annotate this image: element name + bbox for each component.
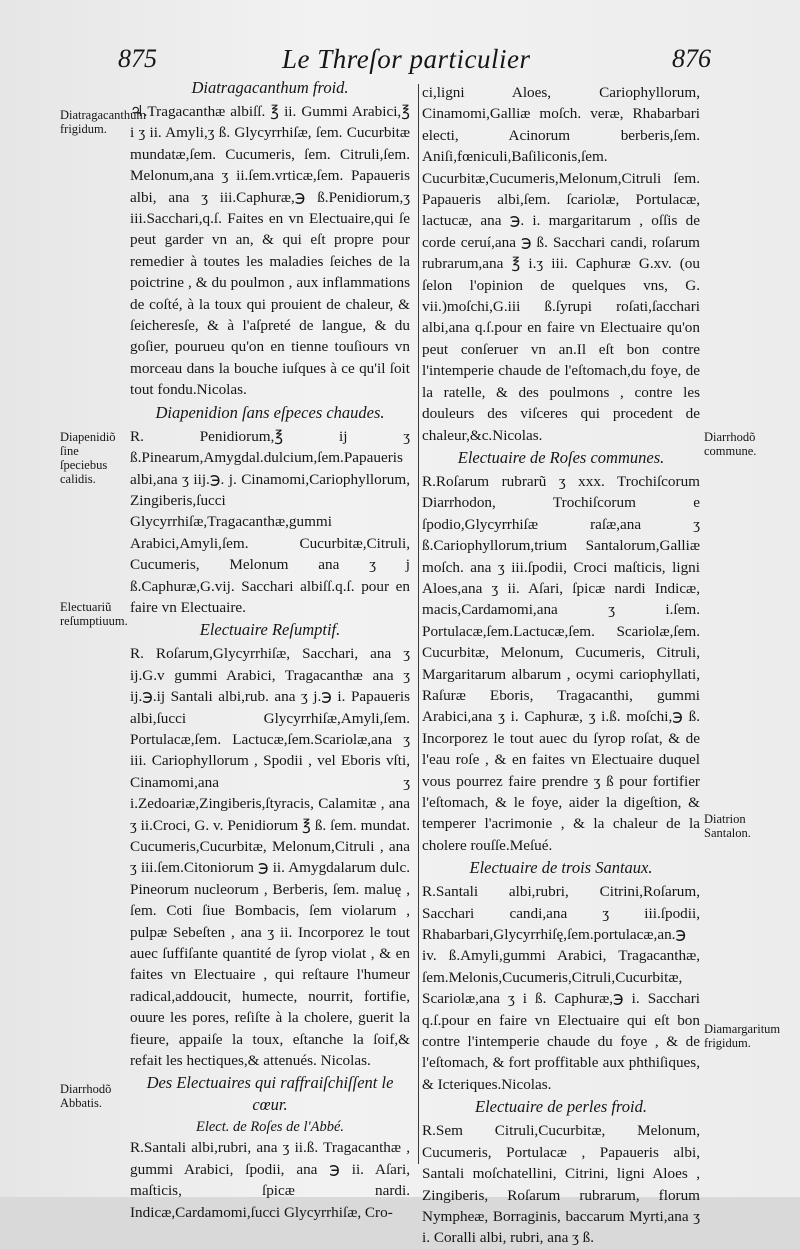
column-divider (418, 84, 419, 1164)
section-heading: Electuaire de trois Santaux. (469, 858, 653, 878)
margin-note-diarrhodon-abbatis: Diarrhodõ Abbatis. (60, 1082, 112, 1110)
section-heading: Des Electuaires qui raffraiſchiſſent le cœur. (146, 1073, 394, 1115)
section-body: R.Santali albi,rubri, Citrini,Roſarum, Sacchari candi,ana ʒ iii.ſpodii, Rhabarbari,Glycyrrhiſę,ſem.portulacæ,an.℈ iv. ß.Amyli,gummi Arabici, Tragacanthæ, ſem.Melonis,Cucumeris,Citruli,Cucurbitæ, Scariolæ,ana ʒ i ß. Caphuræ,℈ i. Sacchari q.ſ.pour en faire vn Electuaire qui eſt bon contre l'intemperie chaude du foye , & de l'eſtomach, & fort proffitable aux phthiſiques, & Icteriques.Nicolas. (422, 883, 700, 1093)
right-column (422, 82, 700, 1249)
section-body: R.Roſarum rubrarũ ʒ xxx. Trochiſcorum Diarrhodon, Trochiſcorum e ſpodio,Glycyrrhiſæ raſæ,ana ʒ ß.Cariophyllorum,trium Santalorum,Galliæ moſch. ana ʒ iii.ſpodii, Croci maſticis, ligni Aloes,ana ʒ ii. Aſari, ſpicæ nardi Indicæ, macis,Cardamomi,ana ʒ i.ſem. Portulacæ,ſem.Lactucæ,ſem. Scariolæ,ſem. Cucurbitæ, Melonum, Cucumeris, Citruli, Margaritarum albarum , ocymi cariophyllati, Raſuræ Eboris, Tragacanthi, gummi Arabici,ana ʒ i. Caphuræ, ʒ i.ß. moſchi,℈ ß. Incorporez le tout auec du ſyrop roſat, & de l'eau roſe , & en faites vn Electuaire duquel vous pourrez faire prendre ʒ ß pour fortifier l'eſtomach, & le foye, aider la digeſtion, & temperer l'acrimonie , & la chaleur de la cholere rouſſe.Meſué. (422, 472, 700, 854)
margin-note-diamargaritum: Diamargaritum frigidum. (704, 1022, 781, 1050)
margin-note-diapenidion: Diapenidiõ ſine ſpeciebus calidis. (60, 430, 116, 486)
section-body: R.Santali albi,rubri, ana ʒ ii.ß. Tragacanthæ , gummi Arabici, ſpodii, ana ℈ ii. Aſari, maſticis, ſpicæ nardi. Indicæ,Cardamomi,ſucci Glycyrrhiſæ, Cro- (130, 1139, 410, 1221)
page-number-left: 875 (118, 44, 157, 73)
margin-note-diatrion-santalon: Diatrion Santalon. (704, 812, 751, 840)
section-body: ci,ligni Aloes, Cariophyllorum, Cinamomi,Galliæ moſch. veræ, Rhabarbari electi, Acinorum berberis,ſem. Aniſi,fœniculi,Baſiliconis,ſem. Cucurbitæ,Cucumeris,Melonum,Citruli ſem. Papaueris albi,ſem. ſcariolæ, Portulacæ, lactucæ, ana ℈. i. margaritarum , oſſis de corde ceruí,ana ℈ ß. Sacchari candi, roſarum rubrarum,ana ℥ i.ʒ iii. Caphuræ G.xv. (ou ſelon l'opinion de quelques vns, G. vii.)moſchi,G.iii ß.ſyrupi roſati,ſacchari albi,ana q.ſ.pour en faire vn Electuaire qu'on peut conſeruer vn an.Il eſt bon contre l'intemperie chaude de l'eſtomach,du foye, de la ratelle, & des poulmons , contre les douleurs des viſceres qui procedent de chaleur,&c.Nicolas. (422, 84, 700, 444)
page-number-right: 876 (672, 44, 711, 73)
margin-note-resumptif: Electuariũ reſumptiuum. (60, 600, 128, 628)
section-heading: Electuaire de Roſes communes. (457, 447, 665, 467)
section-subheading: Elect. de Roſes de l'Abbé. (195, 1119, 345, 1136)
section-heading: Diapenidion ſans eſpeces chaudes. (155, 402, 385, 422)
section-body: R. Roſarum,Glycyrrhiſæ, Sacchari, ana ʒ ij.G.v gummi Arabici, Tragacanthæ ana ʒ ij.℈.ij Santali albi,rub. ana ʒ j.℈ i. Papaueris albi,ſucci Glycyrrhiſæ,Amyli,ſem. Portulacæ,ſem. Lactucæ,ſem.Scariolæ,ana ʒ iii. Cariophyllorum , Spodii , vel Eboris vſti, Cinamomi,ana ʒ i.Zedoariæ,Zingiberis,ſtyracis, Calamitæ , ana ʒ ii.Croci, G. v. Penidiorum ℥ ß. ſem. mundat. Cucumeris,Cucurbitæ, Melonum,Citruli , ana ʒ iii.ſem.Citoniorum ℈ ii. Amygdalarum dulc. Pineorum nucleorum , Berberis, ſem. maluę , ſem. Coti ſiue Bombacis, ſem violarum , pulpæ Sebeſten , ana ʒ ii. Incorporez le tout auec ſuffiſante quantité de ſyrop violat , & en faites vn Electuaire , qui reſtaure l'humeur radical,addoucit, humecte, nourrit, fortifie, ouure les pores, reſiſte à la cholere, guerit la fieure, appaiſe la toux, eſtanche la ſoif,& refait les hectiques,& attenués. Nicolas. (130, 645, 410, 1070)
section-heading: Electuaire de perles froid. (475, 1097, 647, 1117)
margin-note-diarrhodon-commune: Diarrhodõ commune. (704, 430, 757, 458)
section-body: ♃.Tragacanthæ albiſſ. ℥ ii. Gummi Arabici,℥ i ʒ ii. Amyli,ʒ ß. Glycyrrhiſæ, ſem. Cucurbitæ mundatæ,ſem. Cucumeris, ſem. Citruli,ſem. Melonum,ana ʒ ii.ſem.vrticæ,ſem. Papaueris albi, ana ʒ iii.Caphuræ,℈ ß.Penidiorum,ʒ iii.Sacchari,q.ſ. Faites en vn Electuaire,qui ſe peut garder vn an, & qui eſt propre pour remedier à toutes les maladies ſeiches de la poictrine , & du poulmon , aux inflammations de coſté, à la toux qui prouient de chaleur, & ſeicheresſe, & à l'aſpreté de langue, & du goſier, pourueu qu'on en tienne touſiours vn morceau dans la bouche iuſques à ce qu'il ſoit tout fondu.Nicolas. (130, 103, 410, 399)
left-column (130, 76, 410, 1223)
running-title: Le Threſor particulier (282, 44, 531, 74)
section-heading: Electuaire Reſumptif. (199, 620, 341, 640)
margin-note-diatragacanthum: Diatragacanthum frigidum. (60, 108, 147, 136)
section-body: R.Sem Citruli,Cucurbitæ, Melonum, Cucumeris, Portulacæ , Papaueris albi, Santali moſchatellini, Citrini, ligni Aloes , Zingiberis, Roſarum rubrarum, florum Nympheæ, Borraginis, baccarum Myrti,ana ʒ i. Coralli albi, rubri, ana ʒ ß. (422, 1122, 700, 1247)
section-body: R. Penidiorum,℥ ij ʒ ß.Pinearum,Amygdal.dulcium,ſem.Papaueris albi,ana ʒ iij.℈. j. Cinamomi,Cariophyllorum, Zingiberis,ſucci Glycyrrhiſæ,Tragacanthæ,gummi Arabici,Amyli,ſem. Cucurbitæ,Citruli, Cucumeris, Melonum ana ʒ j ß.Caphuræ,G.vij. Sacchari albiſſ.q.ſ. pour en faire vn Electuaire. (130, 427, 410, 616)
section-heading: Diatragacanthum froid. (191, 78, 349, 97)
